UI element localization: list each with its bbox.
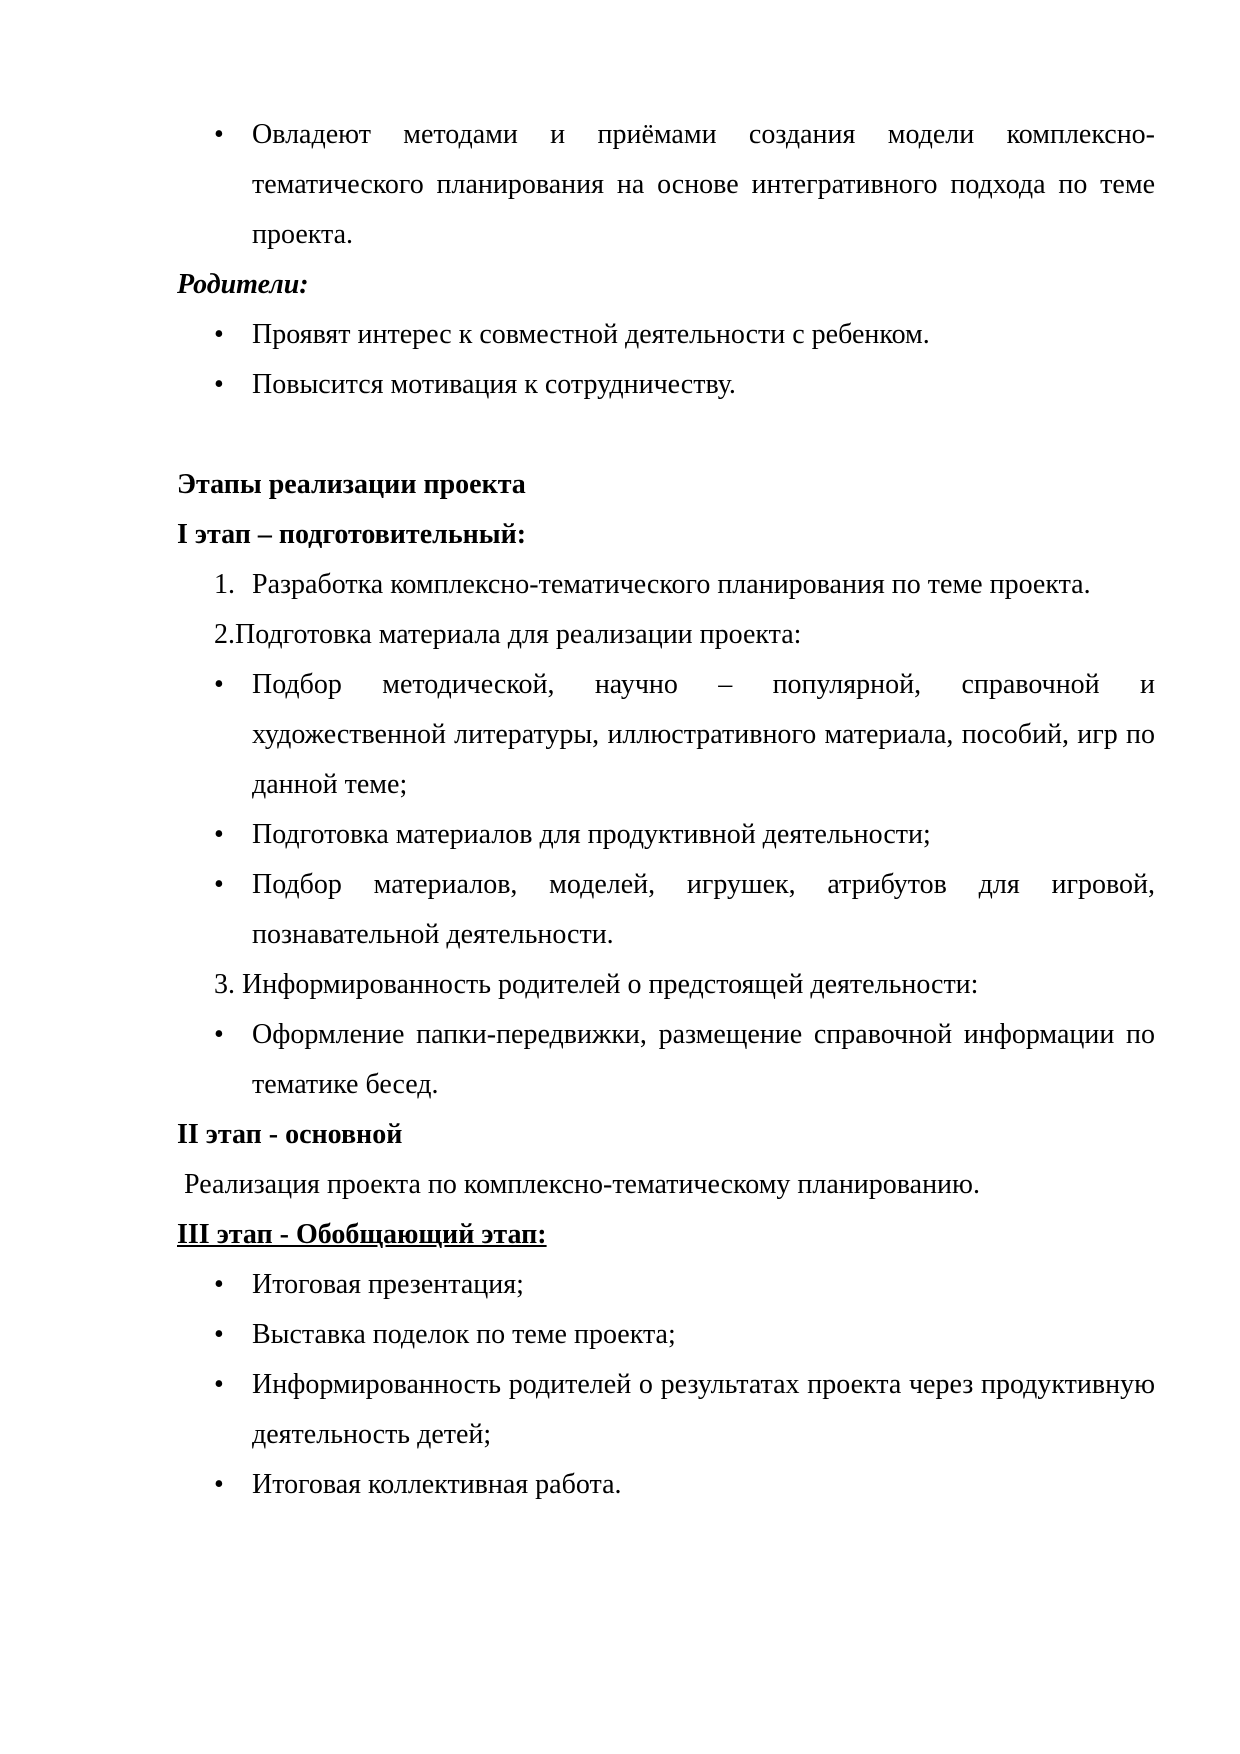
step2-heading: 2.Подготовка материала для реализации проекта: — [214, 619, 802, 650]
step3-heading: 3. Информированность родителей о предстоящей деятельности: — [214, 969, 979, 1000]
bullet: • — [214, 669, 224, 700]
stage3-item: Итоговая презентация; — [252, 1269, 524, 1300]
stages-title: Этапы реализации проекта — [177, 469, 526, 500]
bullet: • — [214, 1019, 224, 1050]
step2-item: Подбор методической, научно – популярной, справочной и художественной литературы, иллюстративного материала, пособий, игр по данной теме; — [252, 669, 1155, 800]
stage3-item: Выставка поделок по теме проекта; — [252, 1319, 676, 1350]
parents-heading: Родители: — [177, 269, 309, 300]
step2-item: Подбор материалов, моделей, игрушек, атрибутов для игровой, познавательной деятельности. — [252, 869, 1155, 950]
bullet: • — [214, 369, 224, 400]
bullet: • — [214, 119, 224, 150]
step1-number: 1. — [214, 569, 235, 600]
stage2-heading: II этап - основной — [177, 1119, 403, 1150]
bullet: • — [214, 319, 224, 350]
stage3-item: Итоговая коллективная работа. — [252, 1469, 622, 1500]
step3-item: Оформление папки-передвижки, размещение справочной информации по тематике бесед. — [252, 1019, 1155, 1100]
step1-text: Разработка комплексно-тематического планирования по теме проекта. — [252, 569, 1091, 600]
parents-item: Повысится мотивация к сотрудничеству. — [252, 369, 736, 400]
stage2-text: Реализация проекта по комплексно-тематическому планированию. — [177, 1169, 980, 1200]
bullet: • — [214, 1369, 224, 1400]
stage3-heading: III этап - Обобщающий этап: — [177, 1219, 547, 1250]
stage3-item: Информированность родителей о результатах проекта через продуктивную деятельность детей; — [252, 1369, 1155, 1450]
parents-item: Проявят интерес к совместной деятельности с ребенком. — [252, 319, 930, 350]
bullet: • — [214, 1469, 224, 1500]
bullet: • — [214, 1269, 224, 1300]
outcome-methods-item: Овладеют методами и приёмами создания модели комплексно-тематического планирования на основе интегративного подхода по теме проекта. — [252, 119, 1155, 250]
bullet: • — [214, 1319, 224, 1350]
stage1-heading: I этап – подготовительный: — [177, 519, 527, 550]
step2-item: Подготовка материалов для продуктивной деятельности; — [252, 819, 931, 850]
bullet: • — [214, 819, 224, 850]
bullet: • — [214, 869, 224, 900]
